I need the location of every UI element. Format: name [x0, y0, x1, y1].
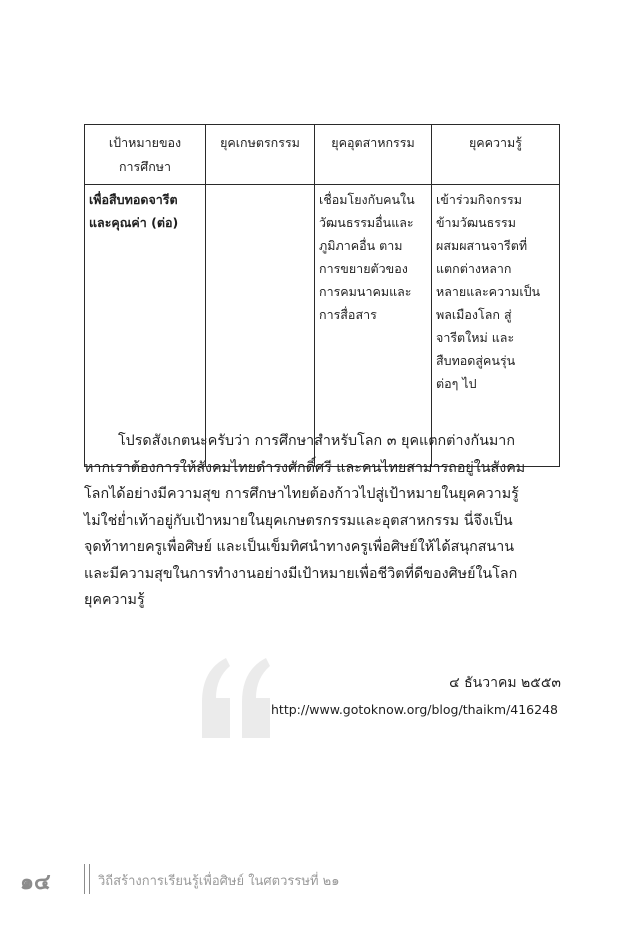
cell-line: ข้ามวัฒนธรรม — [436, 215, 516, 230]
cell-line: การสื่อสาร — [319, 307, 377, 322]
body-paragraph — [84, 428, 562, 614]
education-goals-table — [84, 124, 560, 467]
header-agricultural-era — [206, 125, 315, 185]
header-line: เป้าหมายของ — [108, 135, 182, 150]
cell-line: สืบทอดสู่คนรุ่น — [436, 353, 516, 368]
cell-line: เชื่อมโยงกับคนใน — [319, 192, 415, 207]
paragraph-line: จุดท้าทายครูเพื่อศิษย์ และเป็นเข็มทิศนำทางครูเพื่อศิษย์ให้ได้สนุกสนาน — [84, 539, 515, 555]
cell-line: หลายและความเป็น — [436, 284, 541, 299]
paragraph-line: และมีความสุขในการทำงานอย่างมีเป้าหมายเพื่อชีวิตที่ดีของศิษย์ในโลก — [84, 565, 518, 582]
paragraph-line: โปรดสังเกตนะครับว่า การศึกษาสำหรับโลก ๓ ยุคแตกต่างกันมาก — [118, 433, 515, 449]
cell-line: เพื่อสืบทอดจารีต — [89, 192, 178, 207]
running-title: วิถีสร้างการเรียนรู้เพื่อศิษย์ ในศตวรรษที่ ๒๑ — [98, 874, 340, 889]
paragraph-line: หากเราต้องการให้สังคมไทยดำรงศักดิ์ศรี และคนไทยสามารถอยู่ในสังคม — [84, 459, 526, 476]
cell-line: จารีตใหม่ และ — [436, 330, 515, 345]
header-industrial-era — [315, 125, 432, 185]
header-knowledge-era — [432, 125, 560, 185]
cell-line: และคุณค่า (ต่อ) — [89, 215, 179, 230]
header-line: ยุคเกษตรกรรม — [220, 135, 300, 150]
cell-line: การคมนาคมและ — [319, 284, 412, 299]
cell-goal — [85, 185, 206, 467]
paragraph-line: ยุคความรู้ — [84, 592, 145, 608]
cell-line: แตกต่างหลาก — [436, 261, 512, 276]
footer-divider — [84, 864, 90, 894]
paragraph-line: ไม่ใช่ย่ำเท้าอยู่กับเป้าหมายในยุคเกษตรกรรมและอุตสาหกรรม นี่จึงเป็น — [84, 512, 513, 529]
table-header-row — [85, 125, 560, 185]
page-number: ๑๔ — [20, 870, 51, 895]
header-goal — [85, 125, 206, 185]
source-url: http://www.gotoknow.org/blog/thaikm/416248 — [271, 702, 558, 717]
cell-line: ต่อๆ ไป — [436, 376, 477, 391]
cell-line: การขยายตัวของ — [319, 261, 408, 276]
cell-line: ผสมผสานจารีตที่ — [436, 238, 528, 253]
cell-line: เข้าร่วมกิจกรรม — [436, 192, 522, 207]
header-line: ยุคอุตสาหกรรม — [331, 135, 415, 150]
table-row — [85, 185, 560, 467]
double-quote-icon — [192, 654, 282, 740]
date-line: ๔ ธันวาคม ๒๕๕๓ — [449, 675, 561, 691]
cell-line: ภูมิภาคอื่น ตาม — [319, 238, 403, 253]
cell-industrial — [315, 185, 432, 467]
header-line: ยุคความรู้ — [468, 135, 523, 150]
cell-line: พลเมืองโลก สู่ — [436, 307, 512, 322]
header-line: การศึกษา — [118, 159, 172, 174]
cell-line: วัฒนธรรมอื่นและ — [319, 215, 414, 230]
cell-agricultural — [206, 185, 315, 467]
cell-knowledge — [432, 185, 560, 467]
paragraph-line: โลกได้อย่างมีความสุข การศึกษาไทยต้องก้าวไปสู่เป้าหมายในยุคความรู้ — [84, 486, 519, 502]
